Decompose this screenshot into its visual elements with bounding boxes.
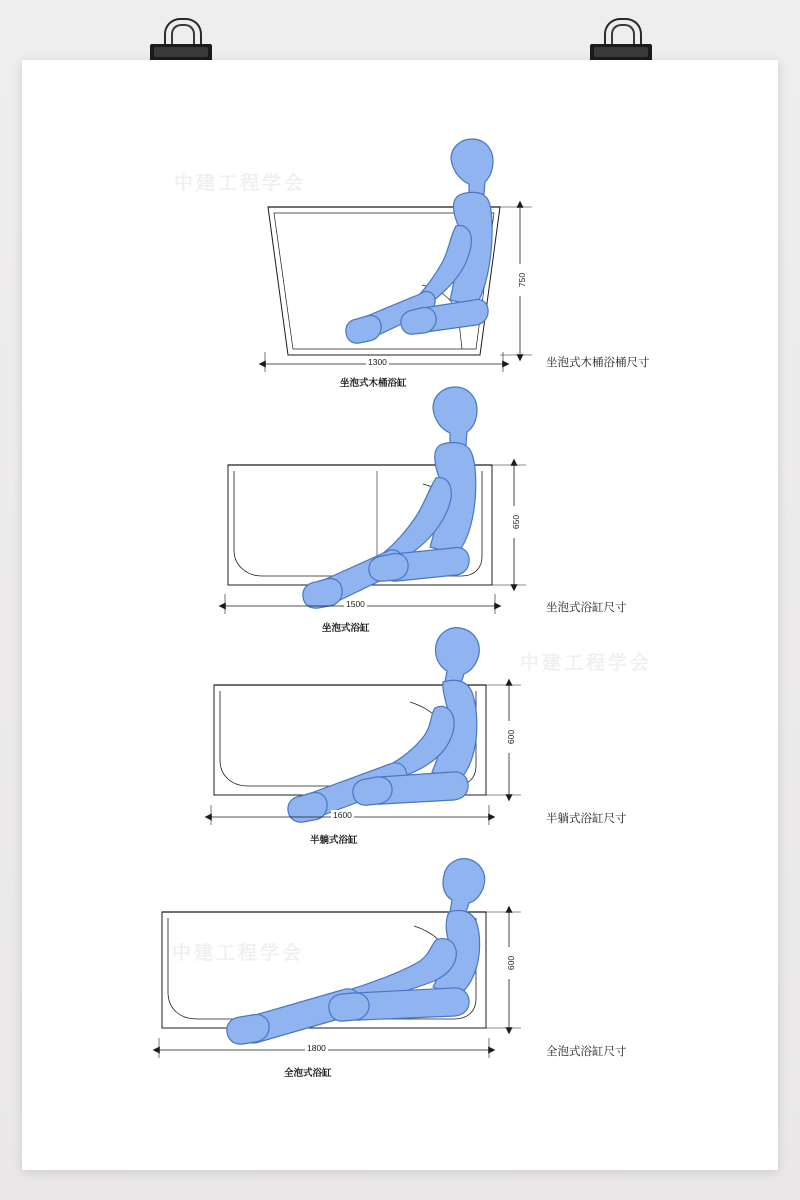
figure-sit-soak-wooden-barrel	[265, 139, 532, 372]
dimension-width-1: 1300	[368, 357, 387, 367]
dimension-width-2: 1500	[346, 599, 365, 609]
caption-right-3: 半躺式浴缸尺寸	[546, 813, 627, 825]
caption-right-1: 坐泡式木桶浴桶尺寸	[546, 357, 650, 369]
watermark: 中建工程学会	[172, 943, 305, 964]
dimension-height-1: 750	[517, 264, 527, 296]
caption-center-3: 半躺式浴缸	[310, 835, 358, 846]
caption-right-4: 全泡式浴缸尺寸	[546, 1046, 627, 1058]
bathtub-dimension-diagram	[22, 60, 778, 1170]
caption-right-2: 坐泡式浴缸尺寸	[546, 602, 627, 614]
caption-center-4: 全泡式浴缸	[284, 1068, 332, 1079]
dimension-height-3: 600	[506, 721, 516, 753]
figure-full-soak-bathtub	[159, 859, 521, 1058]
caption-center-2: 坐泡式浴缸	[322, 623, 370, 634]
dimension-width-3: 1600	[333, 810, 352, 820]
figure-semi-recline-bathtub	[211, 628, 521, 825]
poster-sheet	[22, 60, 778, 1170]
dimension-height-2: 650	[511, 506, 521, 538]
dimension-height-4: 600	[506, 947, 516, 979]
figure-sit-soak-bathtub	[225, 387, 526, 614]
dimension-width-4: 1800	[307, 1043, 326, 1053]
watermark: 中建工程学会	[520, 653, 653, 674]
caption-center-1: 坐泡式木桶浴缸	[340, 378, 407, 389]
watermark: 中建工程学会	[174, 173, 307, 194]
